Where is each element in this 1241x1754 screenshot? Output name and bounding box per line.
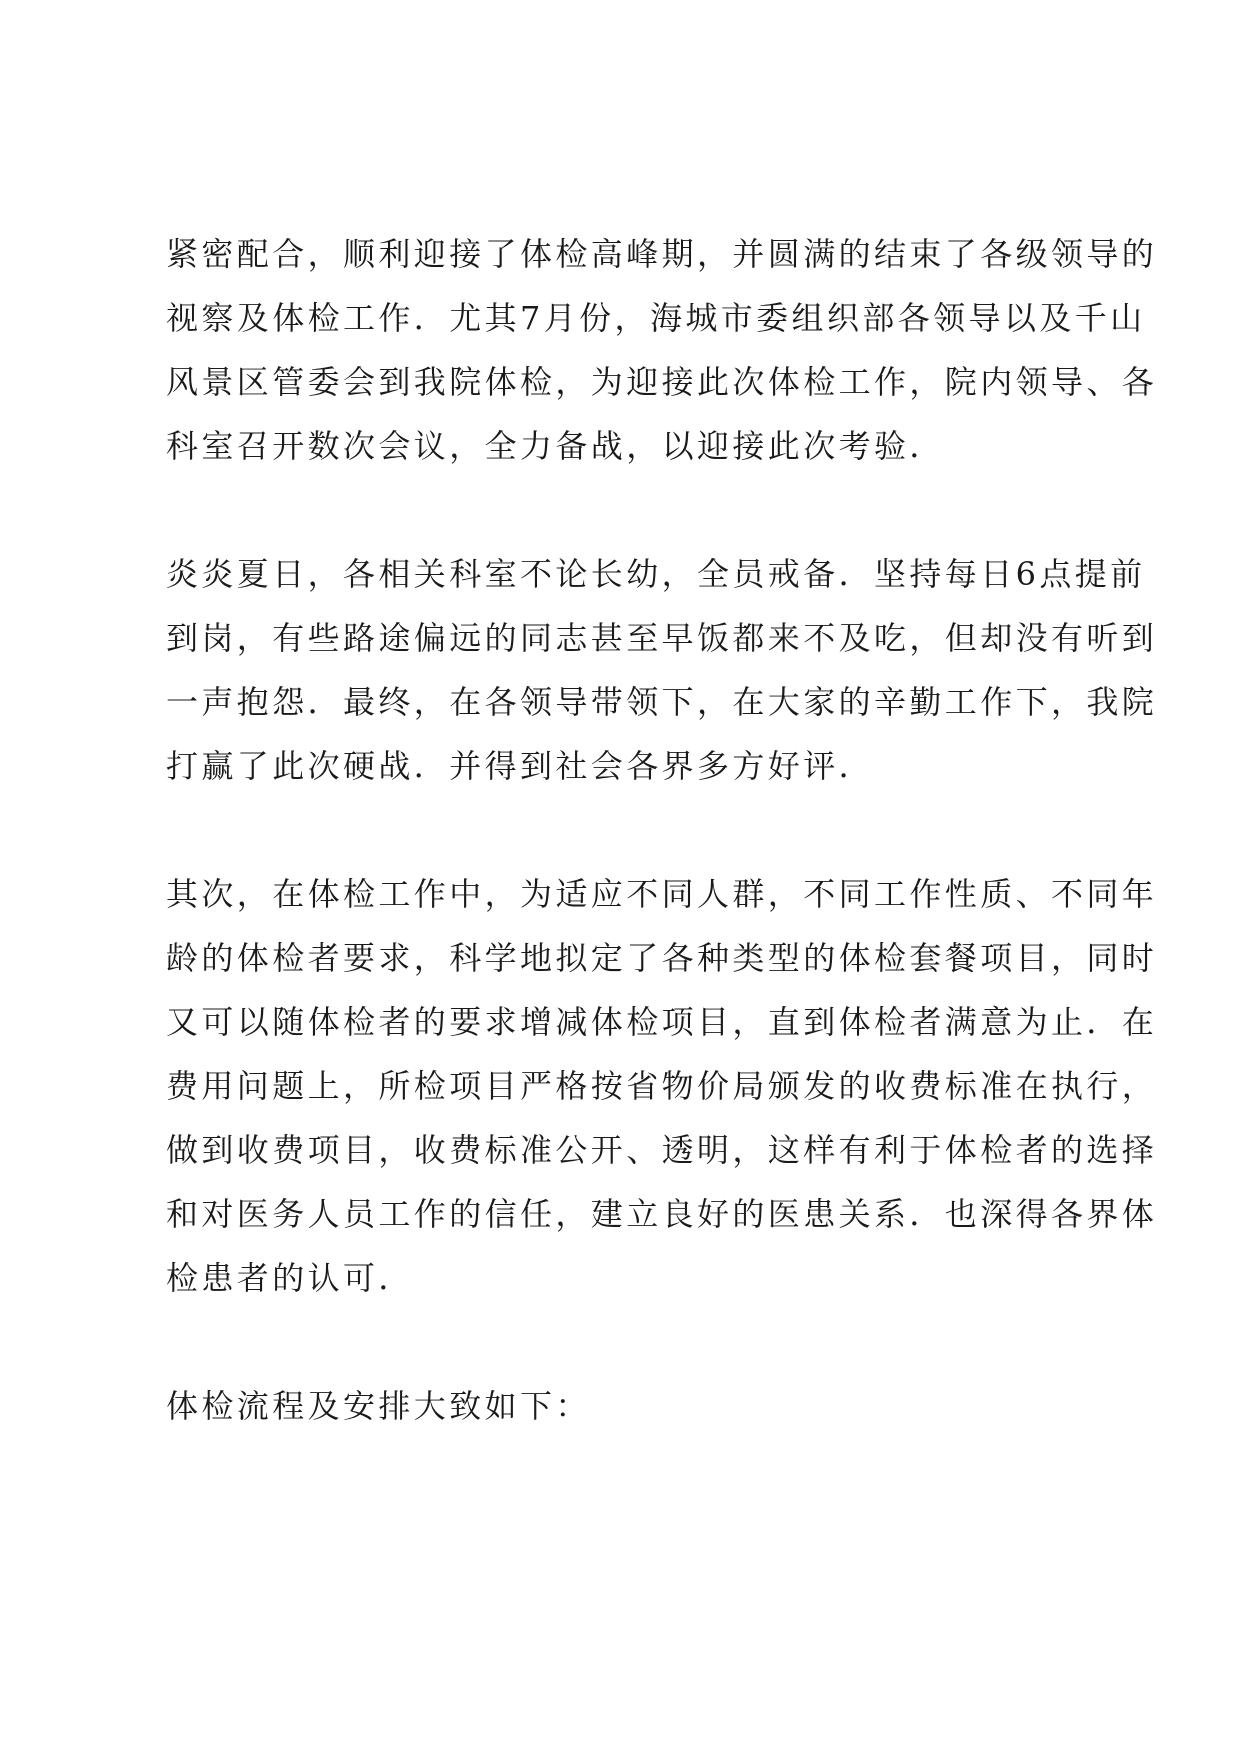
text-line: 检患者的认可． — [166, 1259, 414, 1297]
text-line: 一声抱怨．最终，在各领导带领下，在大家的辛勤工作下，我院 — [166, 683, 1158, 721]
text-line: 炎炎夏日，各相关科室不论长幼，全员戒备．坚持每日6点提前 — [166, 555, 1146, 593]
paragraph-gap — [166, 478, 1096, 542]
paragraph-1 — [166, 222, 1158, 478]
text-line: 其次，在体检工作中，为适应不同人群，不同工作性质、不同年 — [166, 875, 1158, 913]
body-text — [166, 222, 1158, 1438]
text-line: 科室召开数次会议，全力备战，以迎接此次考验． — [166, 427, 945, 465]
paragraph-gap — [166, 798, 1096, 862]
text-line: 打赢了此次硬战．并得到社会各界多方好评． — [166, 747, 875, 785]
text-line: 龄的体检者要求，科学地拟定了各种类型的体检套餐项目，同时 — [166, 939, 1158, 977]
paragraph-2 — [166, 542, 1158, 798]
text-line: 和对医务人员工作的信任，建立良好的医患关系．也深得各界体 — [166, 1195, 1158, 1233]
paragraph-3 — [166, 862, 1158, 1310]
paragraph-gap — [166, 1310, 1096, 1374]
text-line: 费用问题上，所检项目严格按省物价局颁发的收费标准在执行， — [166, 1067, 1158, 1105]
paragraph-4 — [166, 1374, 1096, 1438]
text-line: 到岗，有些路途偏远的同志甚至早饭都来不及吃，但却没有听到 — [166, 619, 1158, 657]
text-line: 又可以随体检者的要求增减体检项目，直到体检者满意为止．在 — [166, 1003, 1158, 1041]
text-line: 视察及体检工作．尤其7月份，海城市委组织部各领导以及千山 — [166, 299, 1146, 337]
text-line: 体检流程及安排大致如下： — [166, 1387, 591, 1425]
text-line: 紧密配合，顺利迎接了体检高峰期，并圆满的结束了各级领导的 — [166, 235, 1158, 273]
text-line: 做到收费项目，收费标准公开、透明，这样有利于体检者的选择 — [166, 1131, 1158, 1169]
text-line: 风景区管委会到我院体检，为迎接此次体检工作，院内领导、各 — [166, 363, 1158, 401]
